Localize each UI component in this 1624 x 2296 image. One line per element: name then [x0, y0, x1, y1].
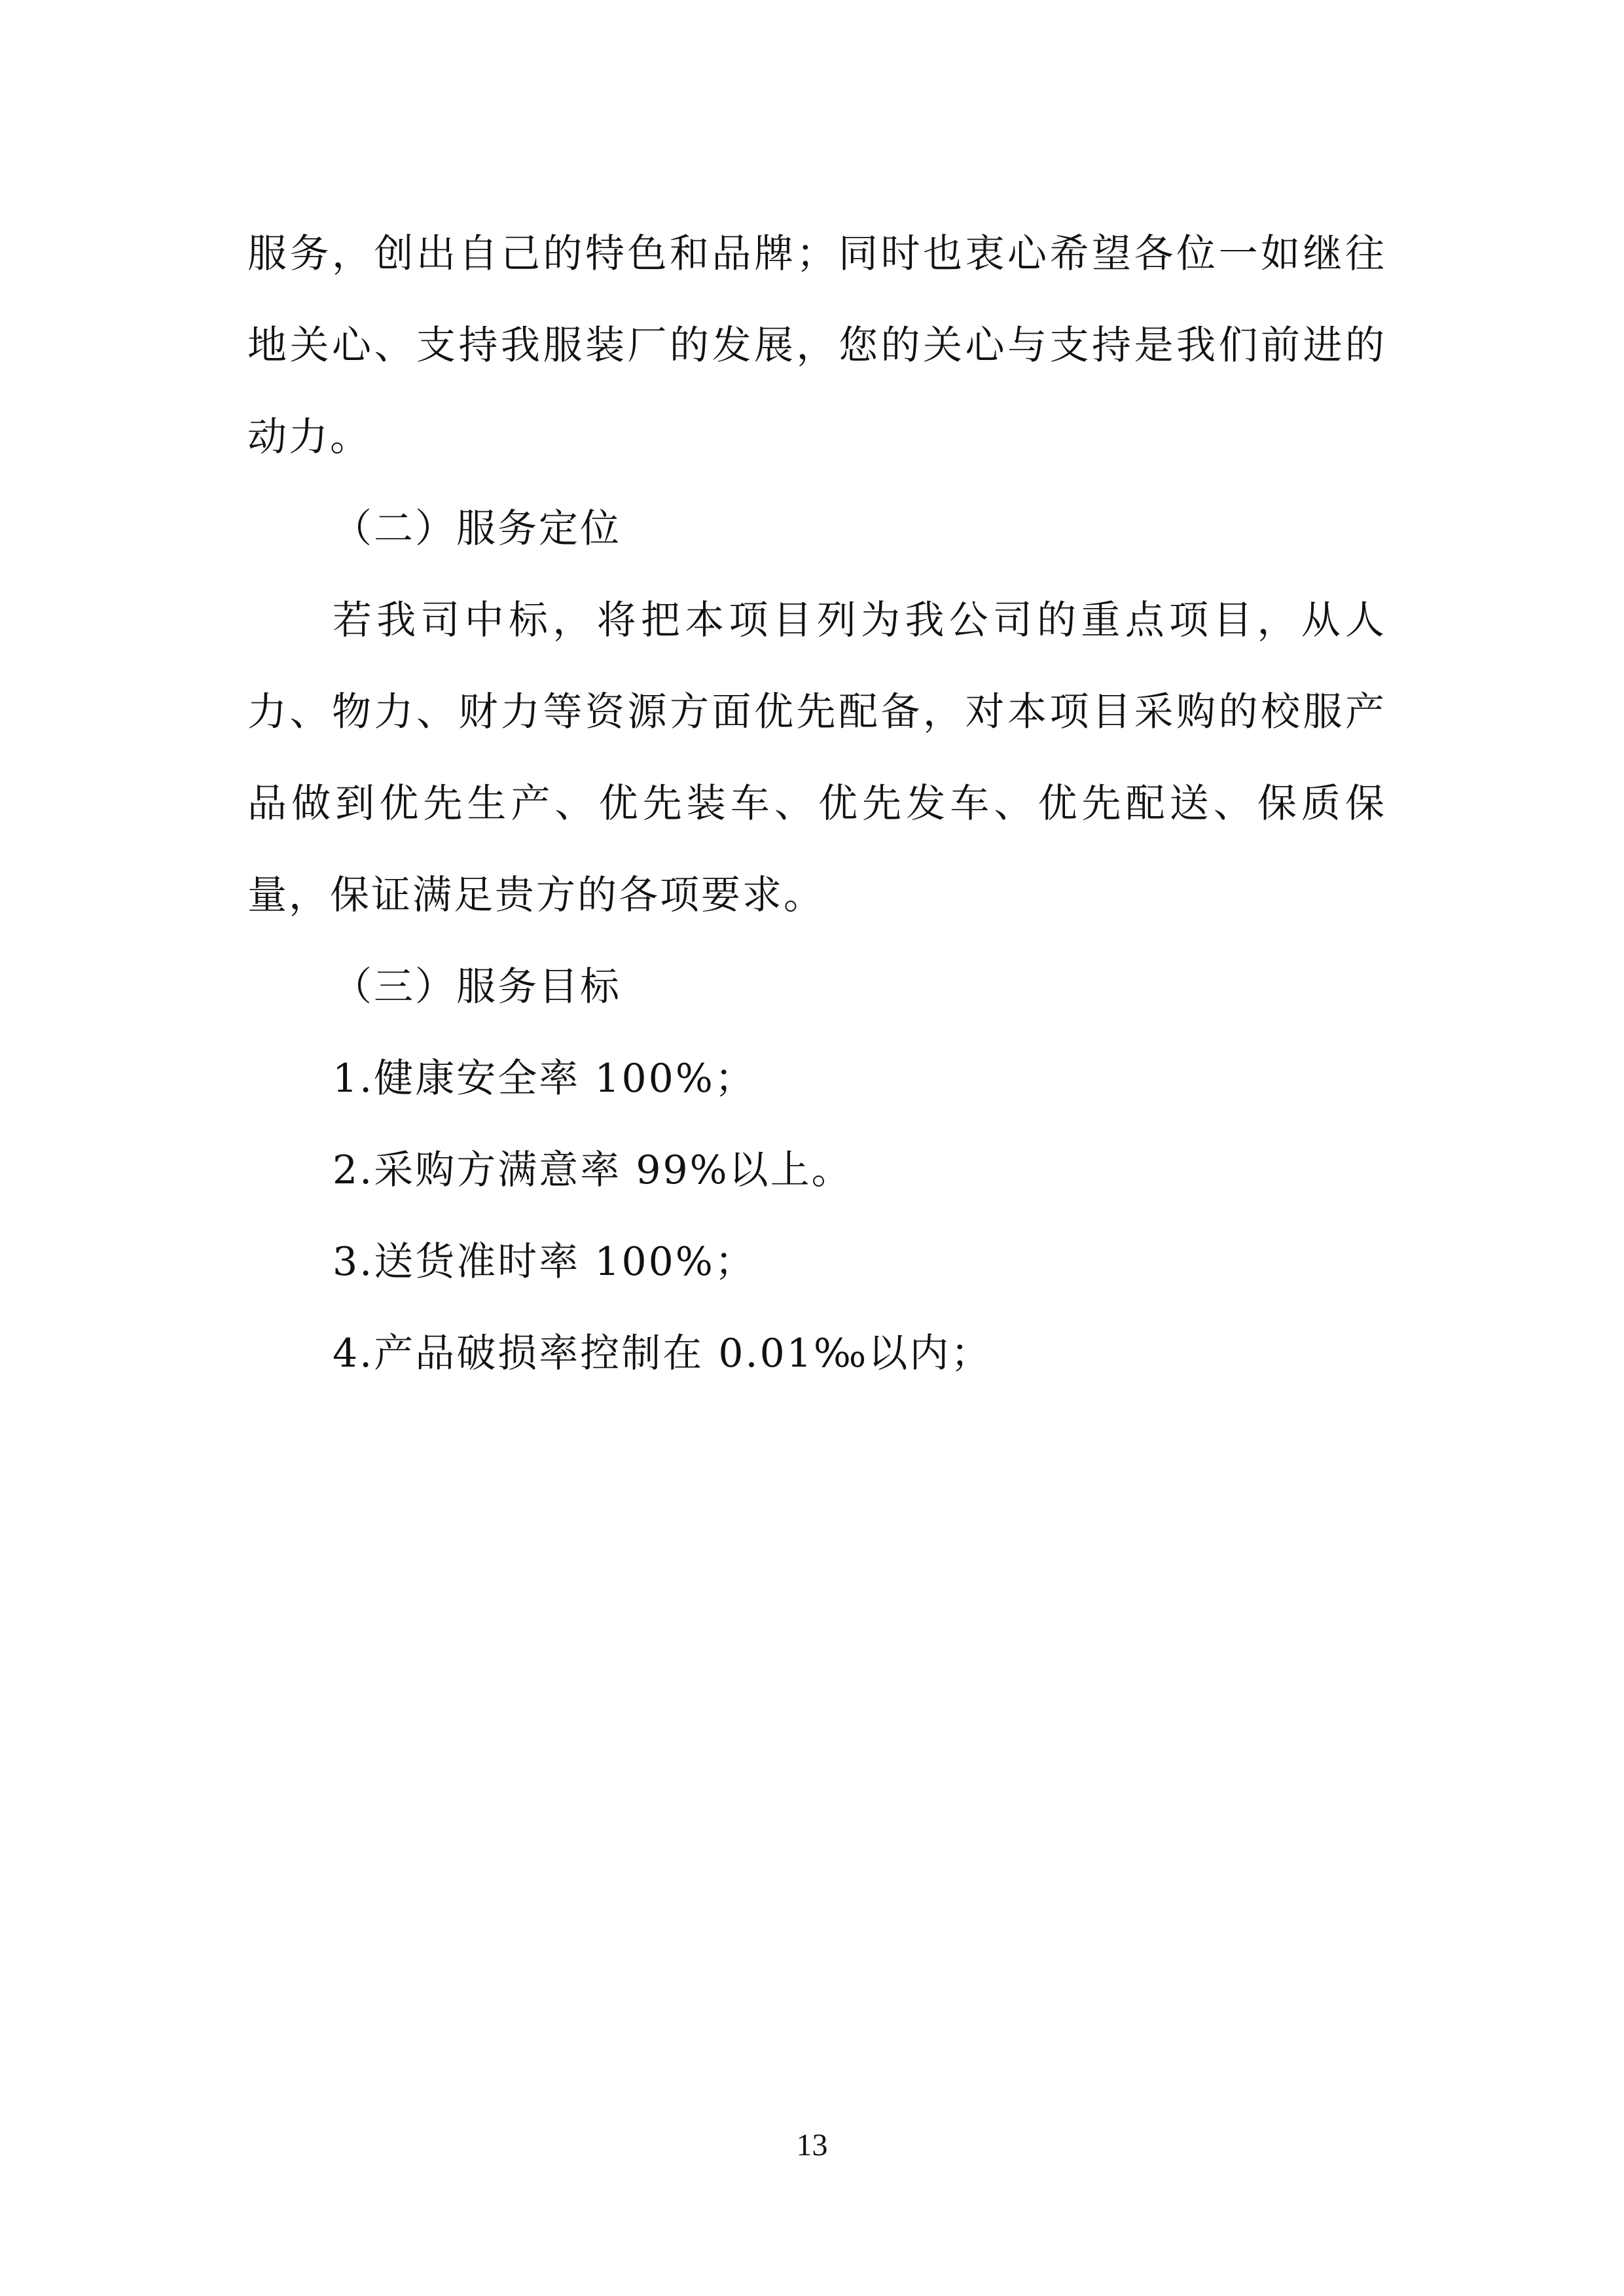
continuation-paragraph: 服务，创出自己的特色和品牌；同时也衷心希望各位一如继往地关心、支持我服装厂的发展，您的关心与支持是我们前进的动力。: [247, 231, 1386, 460]
page-number: 13: [796, 2128, 828, 2162]
list-item: 1.健康安全率 100%；: [333, 1056, 756, 1102]
section-heading-service-goals: （三）服务目标: [333, 964, 621, 1010]
page-content: [247, 208, 1386, 1399]
list-item: 2.采购方满意率 99%以上。: [333, 1147, 853, 1193]
service-positioning-paragraph: 若我司中标，将把本项目列为我公司的重点项目，从人力、物力、财力等资源方面优先配备，对本项目采购的校服产品做到优先生产、优先装车、优先发车、优先配送、保质保量，保证满足贵方的各项要求。: [247, 598, 1386, 918]
list-item: 3.送货准时率 100%；: [333, 1239, 756, 1285]
service-goals-list: [247, 1033, 1386, 1399]
section-heading-service-positioning: （二）服务定位: [333, 506, 621, 552]
list-item: 4.产品破损率控制在 0.01‰以内；: [333, 1331, 992, 1376]
